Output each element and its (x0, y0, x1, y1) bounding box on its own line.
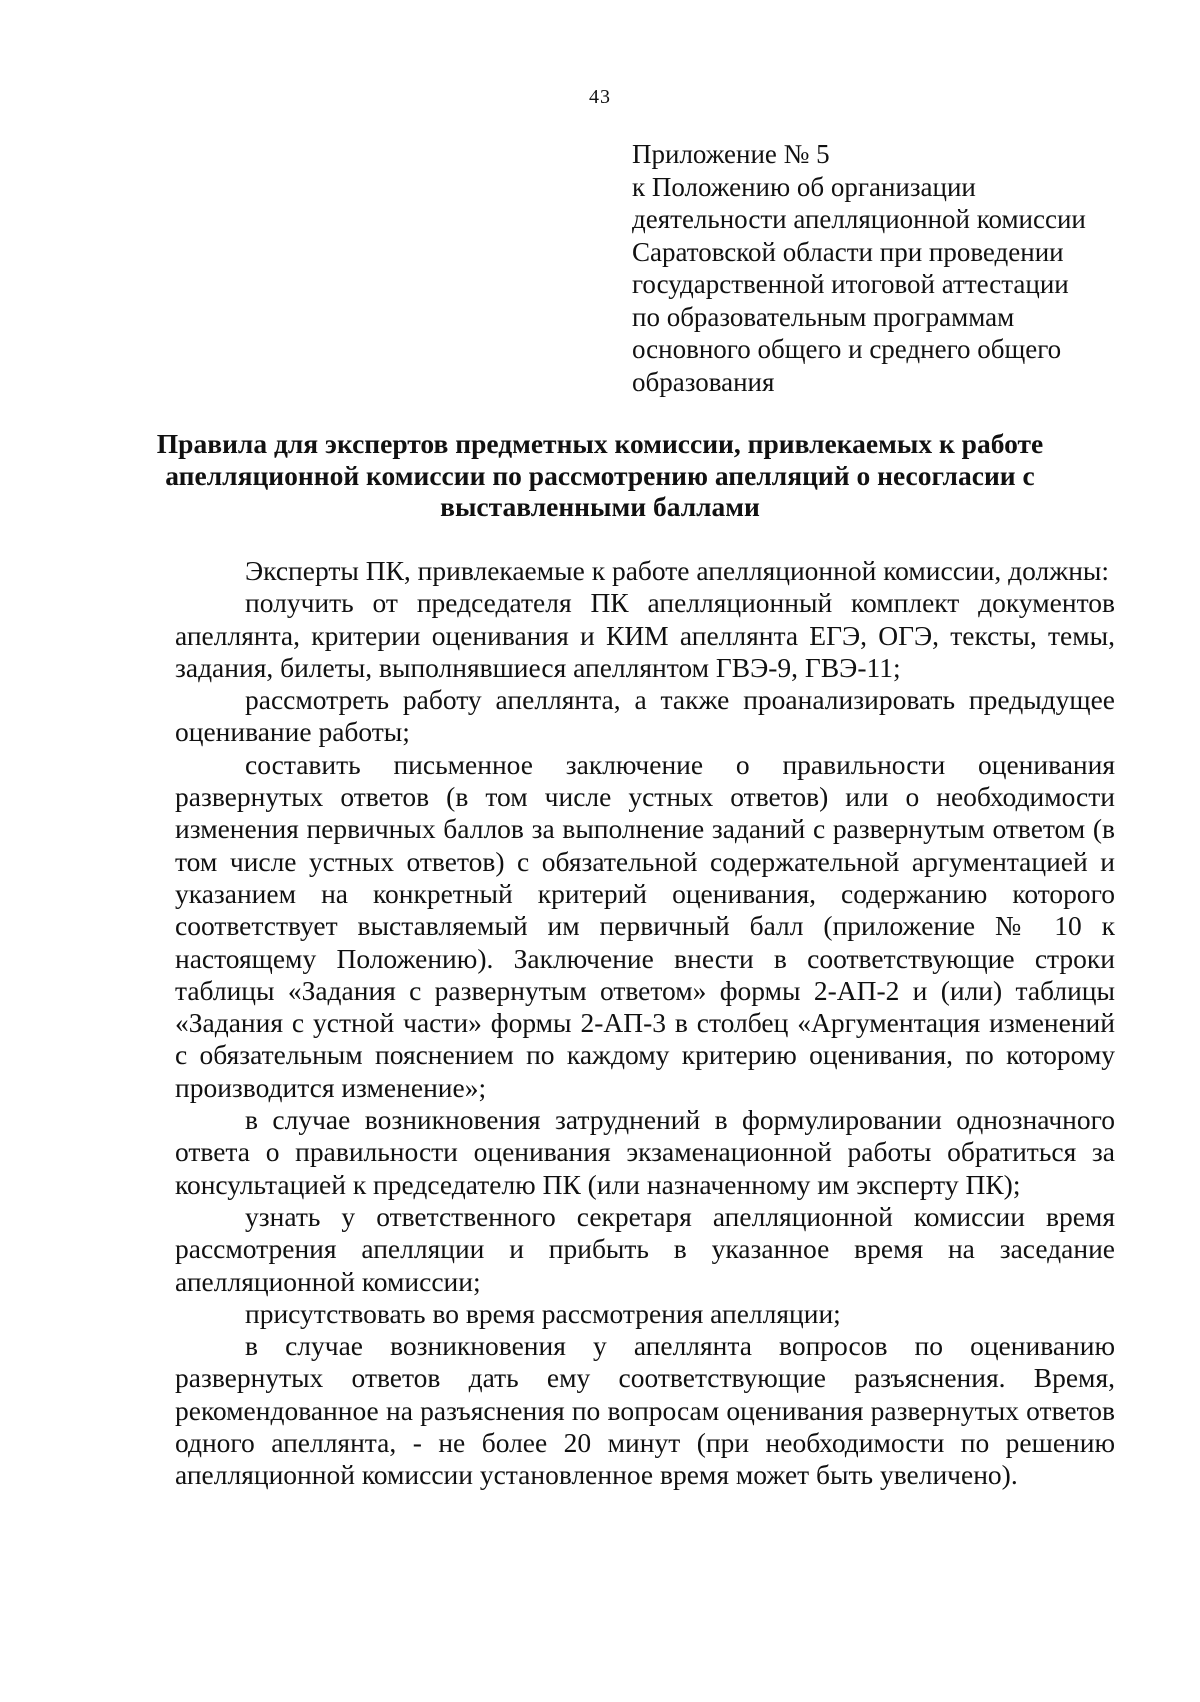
appendix-line: к Положению об организации (632, 171, 976, 202)
body-paragraph: получить от председателя ПК апелляционный комплект документов апеллянта, критерии оценивания и КИМ апеллянта ЕГЭ, ОГЭ, тексты, темы, задания, билеты, выполнявшиеся апеллянтом ГВЭ-9, ГВЭ-11; (175, 587, 1115, 683)
body-paragraph: в случае возникновения затруднений в формулировании однозначного ответа о правильности оценивания экзаменационной работы обратиться за консультацией к председателю ПК (или назначенному им эксперту ПК); (175, 1104, 1115, 1200)
appendix-line: Саратовской области при проведении (632, 236, 1064, 267)
title-line: апелляционной комиссии по рассмотрению апелляций о несогласии с (165, 459, 1035, 491)
title-line: выставленными баллами (440, 491, 760, 522)
appendix-line: деятельности апелляционной комиссии (632, 204, 1086, 234)
appendix-line: по образовательным программам (632, 301, 1015, 332)
body-paragraph: присутствовать во время рассмотрения апелляции; (245, 1297, 841, 1329)
appendix-line: образования (632, 366, 775, 397)
document-body (175, 555, 1115, 1492)
page-number: 43 (589, 86, 611, 108)
body-paragraph: составить письменное заключение о правильности оценивания развернутых ответов (в том числе устных ответов) или о необходимости изменения первичных баллов за выполнение заданий с развернутым ответом (в том числе устных ответов) с обязательной содержательной аргументацией и указанием на конкретный критерий оценивания, содержанию которого соответствует выставляемый им первичный балл (приложение № 10 к настоящему Положению). Заключение внести в соответствующие строки таблицы «Задания с развернутым ответом» формы 2-АП-2 и (или) таблицы «Задания с устной части» формы 2-АП-3 в столбец «Аргументация изменений с обязательным пояснением по каждому критерию оценивания, по которому производится изменение»; (175, 748, 1115, 1103)
body-paragraph: в случае возникновения у апеллянта вопросов по оцениванию развернутых ответов дать ему соответствующие разъяснения. Время, рекомендованное на разъяснения по вопросам оценивания развернутых ответов одного апеллянта, - не более 20 минут (при необходимости по решению апелляционной комиссии установленное время может быть увеличено). (175, 1330, 1115, 1491)
appendix-header (632, 138, 1172, 398)
body-paragraph: узнать у ответственного секретаря апелляционной комиссии время рассмотрения апелляции и прибыть в указанное время на заседание апелляционной комиссии; (175, 1200, 1115, 1297)
body-paragraph: рассмотреть работу апеллянта, а также проанализировать предыдущее оценивание работы; (175, 684, 1115, 748)
appendix-line: государственной итоговой аттестации (632, 269, 1069, 299)
appendix-line: основного общего и среднего общего (632, 334, 1062, 364)
document-title (120, 428, 1080, 523)
title-line: Правила для экспертов предметных комиссии, привлекаемых к работе (156, 428, 1044, 459)
body-paragraph: Эксперты ПК, привлекаемые к работе апелляционной комиссии, должны: (245, 555, 1110, 586)
appendix-line: Приложение № 5 (632, 139, 830, 169)
